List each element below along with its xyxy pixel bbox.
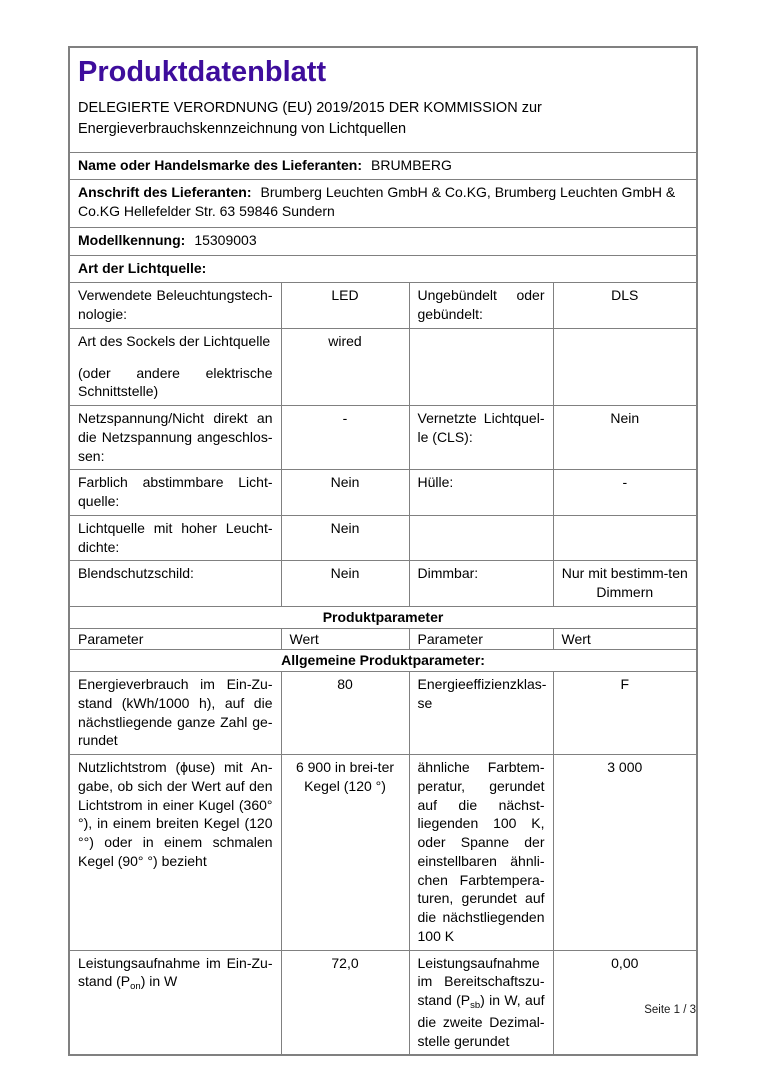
param-label-cell: Energieverbrauch im Ein-Zu-stand (kWh/1000 h), auf die nächstliegende ganze Zahl ge-rundet bbox=[69, 672, 281, 755]
table-row bbox=[69, 672, 697, 755]
column-header: Parameter bbox=[409, 628, 553, 650]
table-row bbox=[69, 328, 697, 405]
param-label-cell: Dimmbar: bbox=[409, 561, 553, 607]
param-value-cell: F bbox=[553, 672, 697, 755]
table-row bbox=[69, 950, 697, 1055]
regulation-subtitle bbox=[78, 98, 688, 140]
regulation-line-1: DELEGIERTE VERORDNUNG (EU) 2019/2015 DER KOMMISSION zur bbox=[78, 100, 542, 117]
param-value-cell: Nein bbox=[553, 406, 697, 470]
light-source-section-label: Art der Lichtquelle: bbox=[78, 260, 207, 277]
param-label-cell: Hülle: bbox=[409, 470, 553, 516]
param-value-cell: Nur mit bestimm-ten Dimmern bbox=[553, 561, 697, 607]
supplier-name-row bbox=[69, 153, 697, 180]
param-label-cell bbox=[409, 328, 553, 405]
param-label-cell: Lichtquelle mit hoher Leucht-dichte: bbox=[69, 515, 281, 561]
supplier-address-row bbox=[69, 180, 697, 228]
param-label-cell: Verwendete Beleuchtungstech-nologie: bbox=[69, 283, 281, 329]
socket-type-line-1: Art des Sockels der Lichtquelle bbox=[78, 332, 271, 349]
column-header: Parameter bbox=[69, 628, 281, 650]
page-title: Produktdatenblatt bbox=[78, 56, 327, 88]
table-row bbox=[69, 755, 697, 951]
param-value-cell: wired bbox=[281, 328, 409, 405]
param-value-cell: 80 bbox=[281, 672, 409, 755]
param-label-cell: Vernetzte Lichtquel-le (CLS): bbox=[409, 406, 553, 470]
param-label-cell: Leistungsaufnahme im Ein-Zu-stand $(P_{on})$ in W bbox=[69, 950, 281, 1055]
model-id-label: Modellkennung: bbox=[78, 232, 186, 249]
supplier-address-label: Anschrift des Lieferanten: bbox=[78, 184, 252, 201]
param-value-cell: DLS bbox=[553, 283, 697, 329]
table-row bbox=[69, 283, 697, 329]
supplier-name-label: Name oder Handelsmarke des Lieferanten: bbox=[78, 157, 362, 174]
page-number: Seite 1 / 3 bbox=[644, 1004, 696, 1016]
table-row bbox=[69, 561, 697, 607]
subsection-title-allgemeine: Allgemeine Produktparameter: bbox=[69, 650, 697, 672]
column-header: Wert bbox=[281, 628, 409, 650]
supplier-address-value: Brumberg Leuchten GmbH & Co.KG, Brumberg Leuchten GmbH & Co.KG Hellefelder Str. 63 59846 Sundern bbox=[78, 184, 676, 220]
product-datasheet-table bbox=[68, 46, 698, 1056]
subscript-on: on bbox=[130, 981, 141, 993]
model-id-row bbox=[69, 228, 697, 256]
param-value-cell: Nein bbox=[281, 470, 409, 516]
param-value-cell bbox=[553, 328, 697, 405]
param-label-cell: Farblich abstimmbare Licht-quelle: bbox=[69, 470, 281, 516]
socket-type-line-2: (oder andere elektrische Schnittstelle) bbox=[78, 364, 273, 400]
table-row bbox=[69, 515, 697, 561]
param-value-cell: 0,00 bbox=[553, 950, 697, 1055]
param-label-cell: Blendschutzschild: bbox=[69, 561, 281, 607]
param-value-cell: 6 900 in brei-ter Kegel (120 °) bbox=[281, 755, 409, 951]
param-value-cell: - bbox=[553, 470, 697, 516]
column-header: Wert bbox=[553, 628, 697, 650]
param-label-cell bbox=[69, 328, 281, 405]
regulation-line-2: Energieverbrauchskennzeichnung von Lichtquellen bbox=[78, 121, 407, 138]
param-value-cell: Nein bbox=[281, 515, 409, 561]
section-title-produktparameter: Produktparameter bbox=[69, 606, 697, 628]
supplier-name-value: BRUMBERG bbox=[371, 157, 452, 174]
param-value-cell bbox=[553, 515, 697, 561]
param-value-cell: 3 000 bbox=[553, 755, 697, 951]
param-label-cell bbox=[409, 515, 553, 561]
param-label-cell: Ungebündelt oder gebündelt: bbox=[409, 283, 553, 329]
param-value-cell: 72,0 bbox=[281, 950, 409, 1055]
param-label-cell: ähnliche Farbtem-peratur, gerundet auf die nächst-liegenden 100 K, oder Spanne der einstellbaren ähnli-chen Farbtempera-turen, gerundet auf die nächstliegenden 100 K bbox=[409, 755, 553, 951]
subscript-sb: sb bbox=[470, 1000, 481, 1012]
param-table-header-row bbox=[69, 628, 697, 650]
light-source-section-row bbox=[69, 256, 697, 283]
param-label-cell: Energieeffizienzklas-se bbox=[409, 672, 553, 755]
model-id-value: 15309003 bbox=[194, 232, 257, 249]
param-label-cell: Leistungsaufnahme im Bereitschaftszu-stand $(P_{sb})$ in W, auf die zweite Dezimal-stelle gerundet bbox=[409, 950, 553, 1055]
table-row bbox=[69, 470, 697, 516]
document-header bbox=[69, 47, 697, 153]
param-value-cell: LED bbox=[281, 283, 409, 329]
param-label-cell: Netzspannung/Nicht direkt an die Netzspannung angeschlos-sen: bbox=[69, 406, 281, 470]
param-value-cell: Nein bbox=[281, 561, 409, 607]
param-value-cell: - bbox=[281, 406, 409, 470]
param-label-cell: Nutzlichtstrom (ϕuse) mit An-gabe, ob sich der Wert auf den Lichtstrom in einer Kugel (360° °), in einem breiten Kegel (120 °°) oder in einem schmalen Kegel (90° °) bezieht bbox=[69, 755, 281, 951]
table-row bbox=[69, 406, 697, 470]
